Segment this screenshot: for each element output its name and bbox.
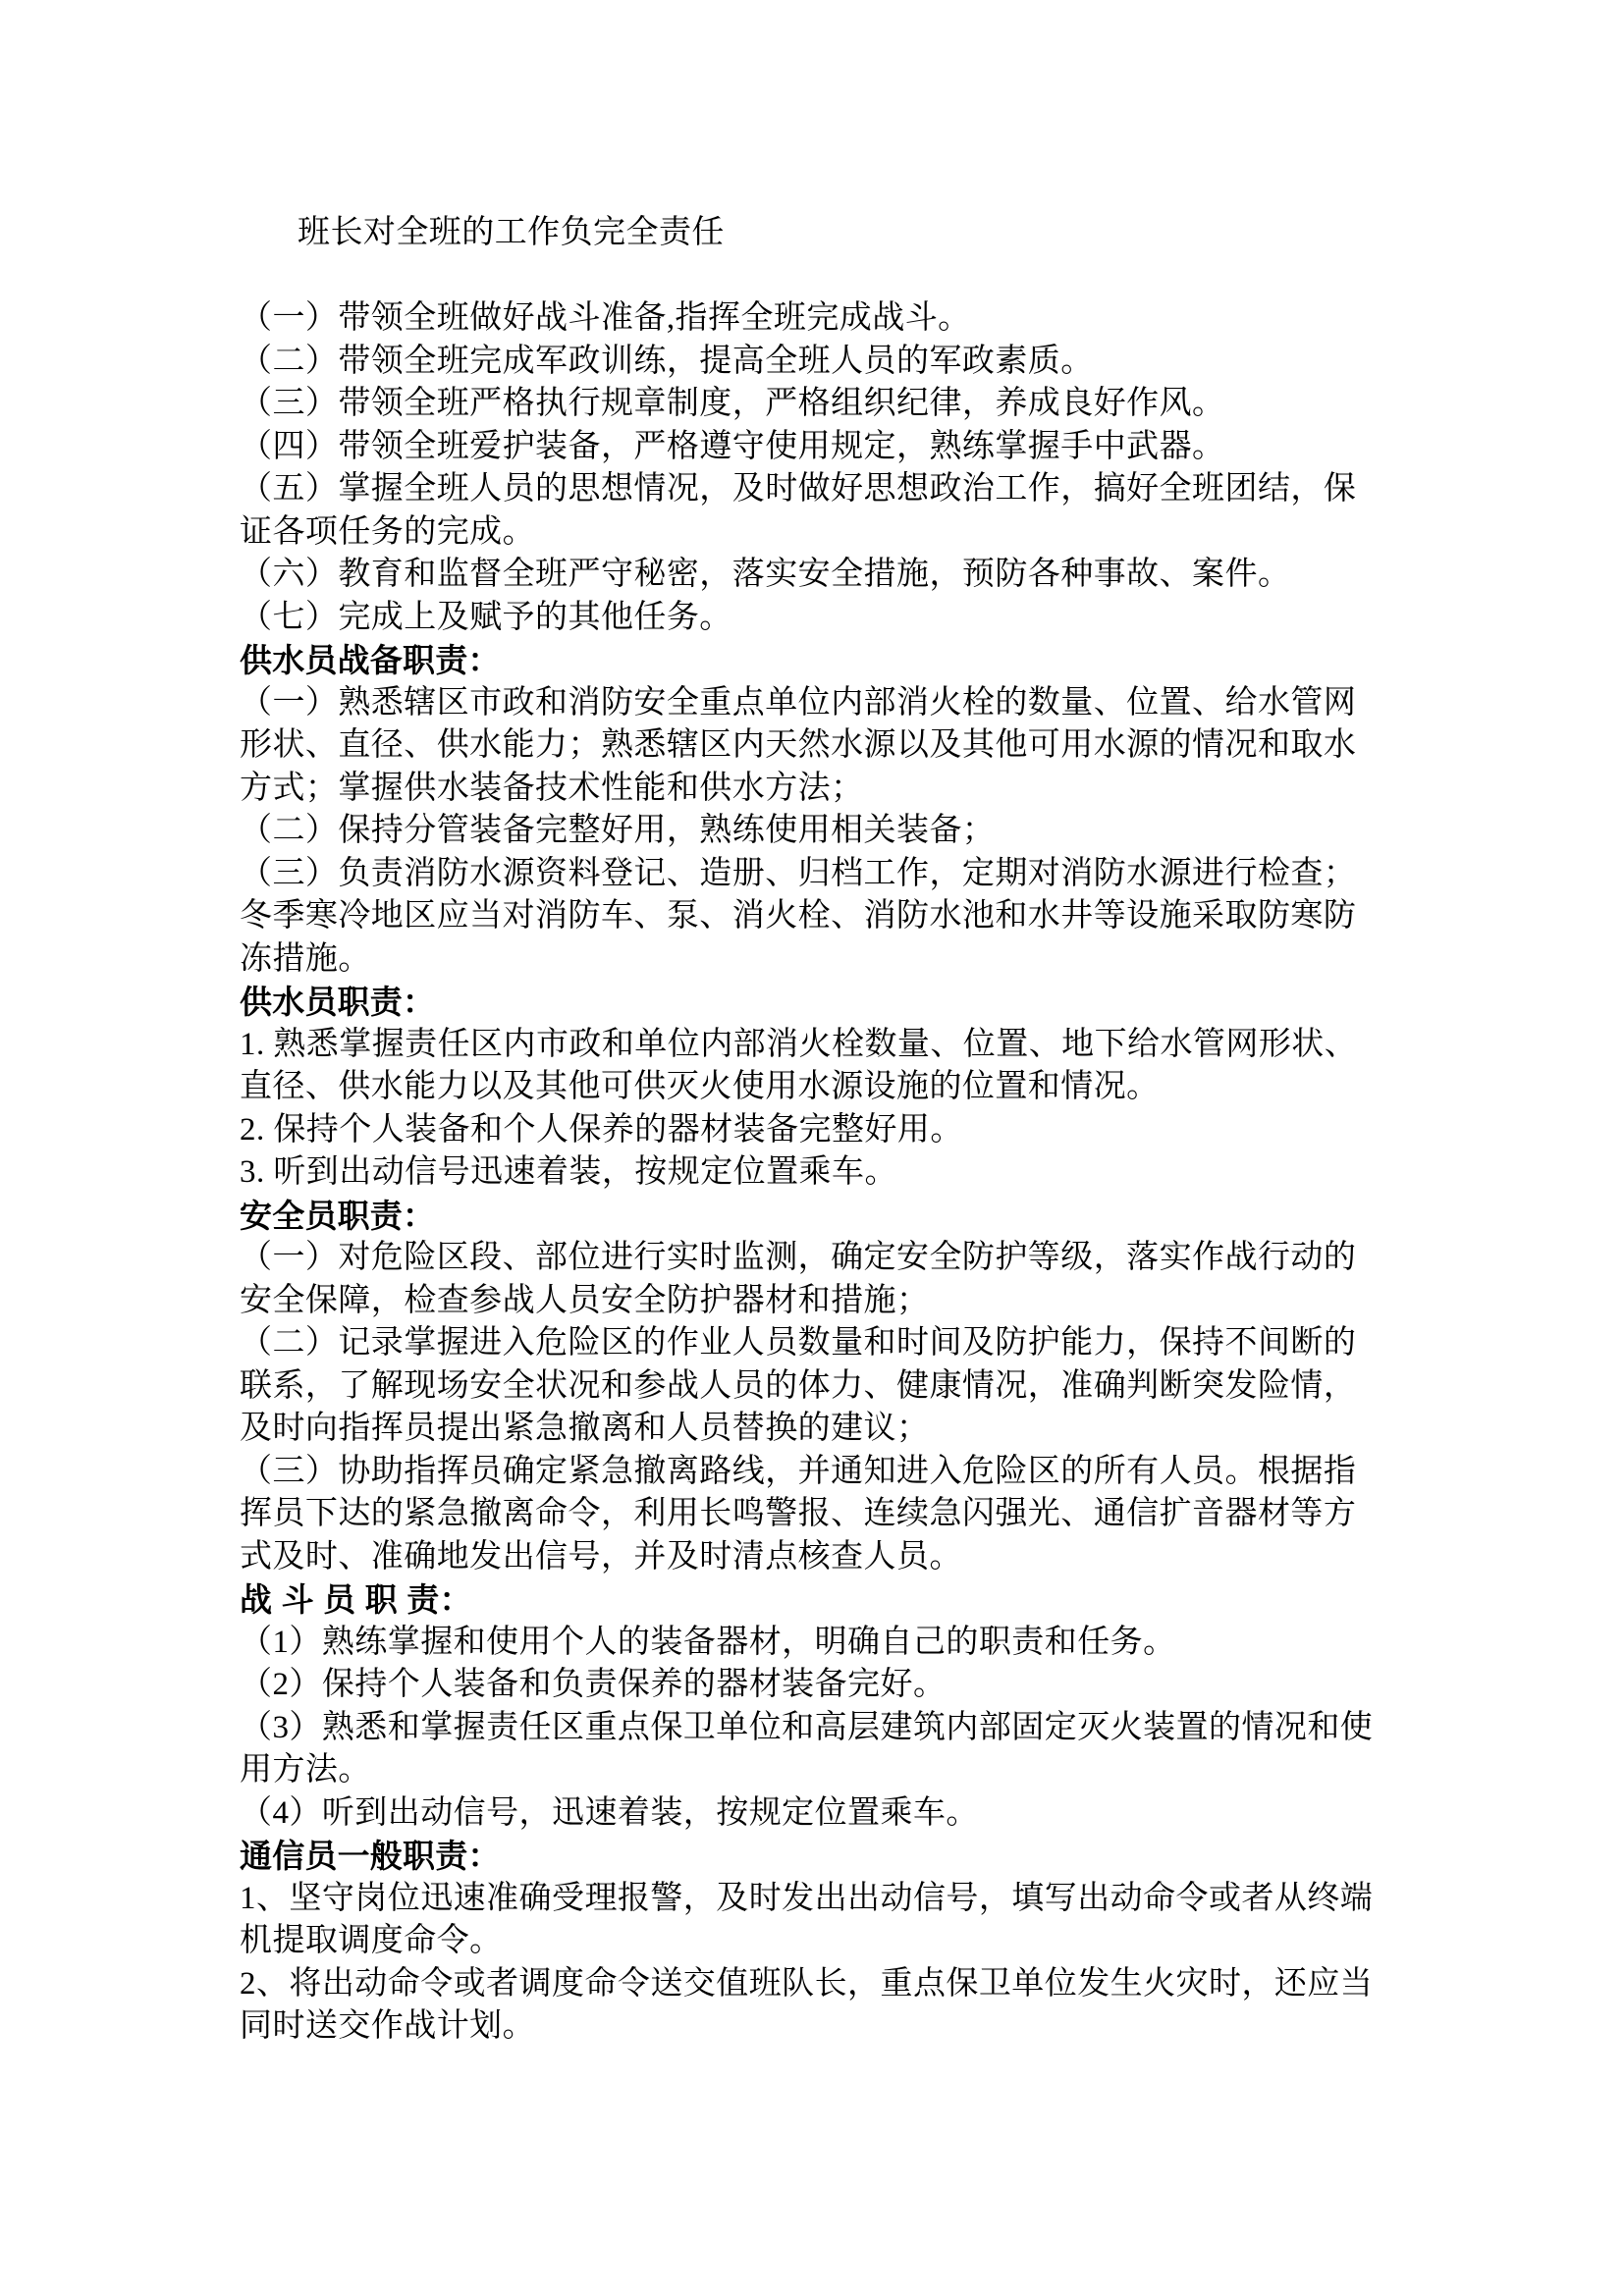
text-line: （六）教育和监督全班严守秘密，落实安全措施，预防各种事故、案件。 (240, 557, 1291, 592)
text-line: 式及时、准确地发出信号，并及时清点核查人员。 (240, 1538, 962, 1575)
text-line: （1）熟练掌握和使用个人的装备器材，明确自己的职责和任务。 (240, 1624, 1176, 1660)
text-line: 挥员下达的紧急撤离命令，利用长鸣警报、连续急闪强光、通信扩音器材等方 (240, 1496, 1357, 1531)
text-line: 3. 听到出动信号迅速着装，按规定位置乘车。 (240, 1154, 897, 1190)
text-line: 2、将出动命令或者调度命令送交值班队长，重点保卫单位发生火灾时，还应当 (240, 1965, 1374, 2002)
text-line: （2）保持个人装备和负责保养的器材装备完好。 (240, 1667, 947, 1702)
text-line: 直径、供水能力以及其他可供灭火使用水源设施的位置和情况。 (240, 1069, 1160, 1104)
blank-line (240, 255, 1379, 298)
text-line: （一）熟悉辖区市政和消防安全重点单位内部消火栓的数量、位置、给水管网 (240, 684, 1357, 721)
text-line: （一）对危险区段、部位进行实时监测，确定安全防护等级，落实作战行动的 (240, 1240, 1357, 1275)
text-line: 用方法。 (240, 1752, 371, 1788)
text-line: （4）听到出动信号，迅速着装，按规定位置乘车。 (240, 1794, 979, 1831)
text-line: （五）掌握全班人员的思想情况，及时做好思想政治工作，搞好全班团结，保 (240, 471, 1357, 507)
text-line: （四）带领全班爱护装备，严格遵守使用规定，熟练掌握手中武器。 (240, 428, 1225, 464)
section-heading: 供水员职责： (240, 984, 436, 1020)
section-heading: 战 斗 员 职 责： (240, 1581, 472, 1618)
text-line: 证各项任务的完成。 (240, 513, 536, 550)
text-line: 机提取调度命令。 (240, 1923, 503, 1958)
text-line: 形状、直径、供水能力；熟悉辖区内天然水源以及其他可用水源的情况和取水 (240, 727, 1357, 763)
text-line: 及时向指挥员提出紧急撤离和人员替换的建议； (240, 1411, 930, 1446)
text-line: 冻措施。 (240, 940, 371, 977)
text-line: （二）记录掌握进入危险区的作业人员数量和时间及防护能力，保持不间断的 (240, 1325, 1357, 1361)
text-line: 方式；掌握供水装备技术性能和供水方法； (240, 770, 864, 806)
text-line: 冬季寒冷地区应当对消防车、泵、消火栓、消防水池和水井等设施采取防寒防 (240, 898, 1357, 934)
text-line: （三）协助指挥员确定紧急撤离路线，并通知进入危险区的所有人员。根据指 (240, 1453, 1357, 1489)
text-line: （二）保持分管装备完整好用，熟练使用相关装备； (240, 813, 996, 848)
section-heading: 通信员一般职责： (240, 1838, 501, 1874)
text-line: （二）带领全班完成军政训练，提高全班人员的军政素质。 (240, 343, 1094, 379)
text-line: 联系，了解现场安全状况和参战人员的体力、健康情况，准确判断突发险情， (240, 1367, 1357, 1404)
text-line: （三）带领全班严格执行规章制度，严格组织纪律，养成良好作风。 (240, 386, 1225, 421)
text-line: 1、坚守岗位迅速准确受理报警，及时发出出动信号，填写出动命令或者从终端 (240, 1880, 1374, 1916)
document-title: 班长对全班的工作负完全责任 (298, 215, 725, 250)
text-line: 同时送交作战计划。 (240, 2008, 536, 2044)
text-line: （一）带领全班做好战斗准备,指挥全班完成战斗。 (240, 300, 971, 336)
text-line: 2. 保持个人装备和个人保养的器材装备完整好用。 (240, 1111, 963, 1148)
document-content (240, 212, 1379, 2049)
section-heading: 安全员职责： (240, 1197, 436, 1234)
text-line: （3）熟悉和掌握责任区重点保卫单位和高层建筑内部固定灭火装置的情况和使 (240, 1709, 1374, 1745)
text-line: （三）负责消防水源资料登记、造册、归档工作，定期对消防水源进行检查； (240, 855, 1357, 891)
text-line: 1. 熟悉掌握责任区内市政和单位内部消火栓数量、位置、地下给水管网形状、 (240, 1026, 1358, 1062)
text-line: （七）完成上及赋予的其他任务。 (240, 599, 732, 635)
section-heading: 供水员战备职责： (240, 642, 501, 678)
text-line: 安全保障，检查参战人员安全防护器材和措施； (240, 1282, 930, 1318)
